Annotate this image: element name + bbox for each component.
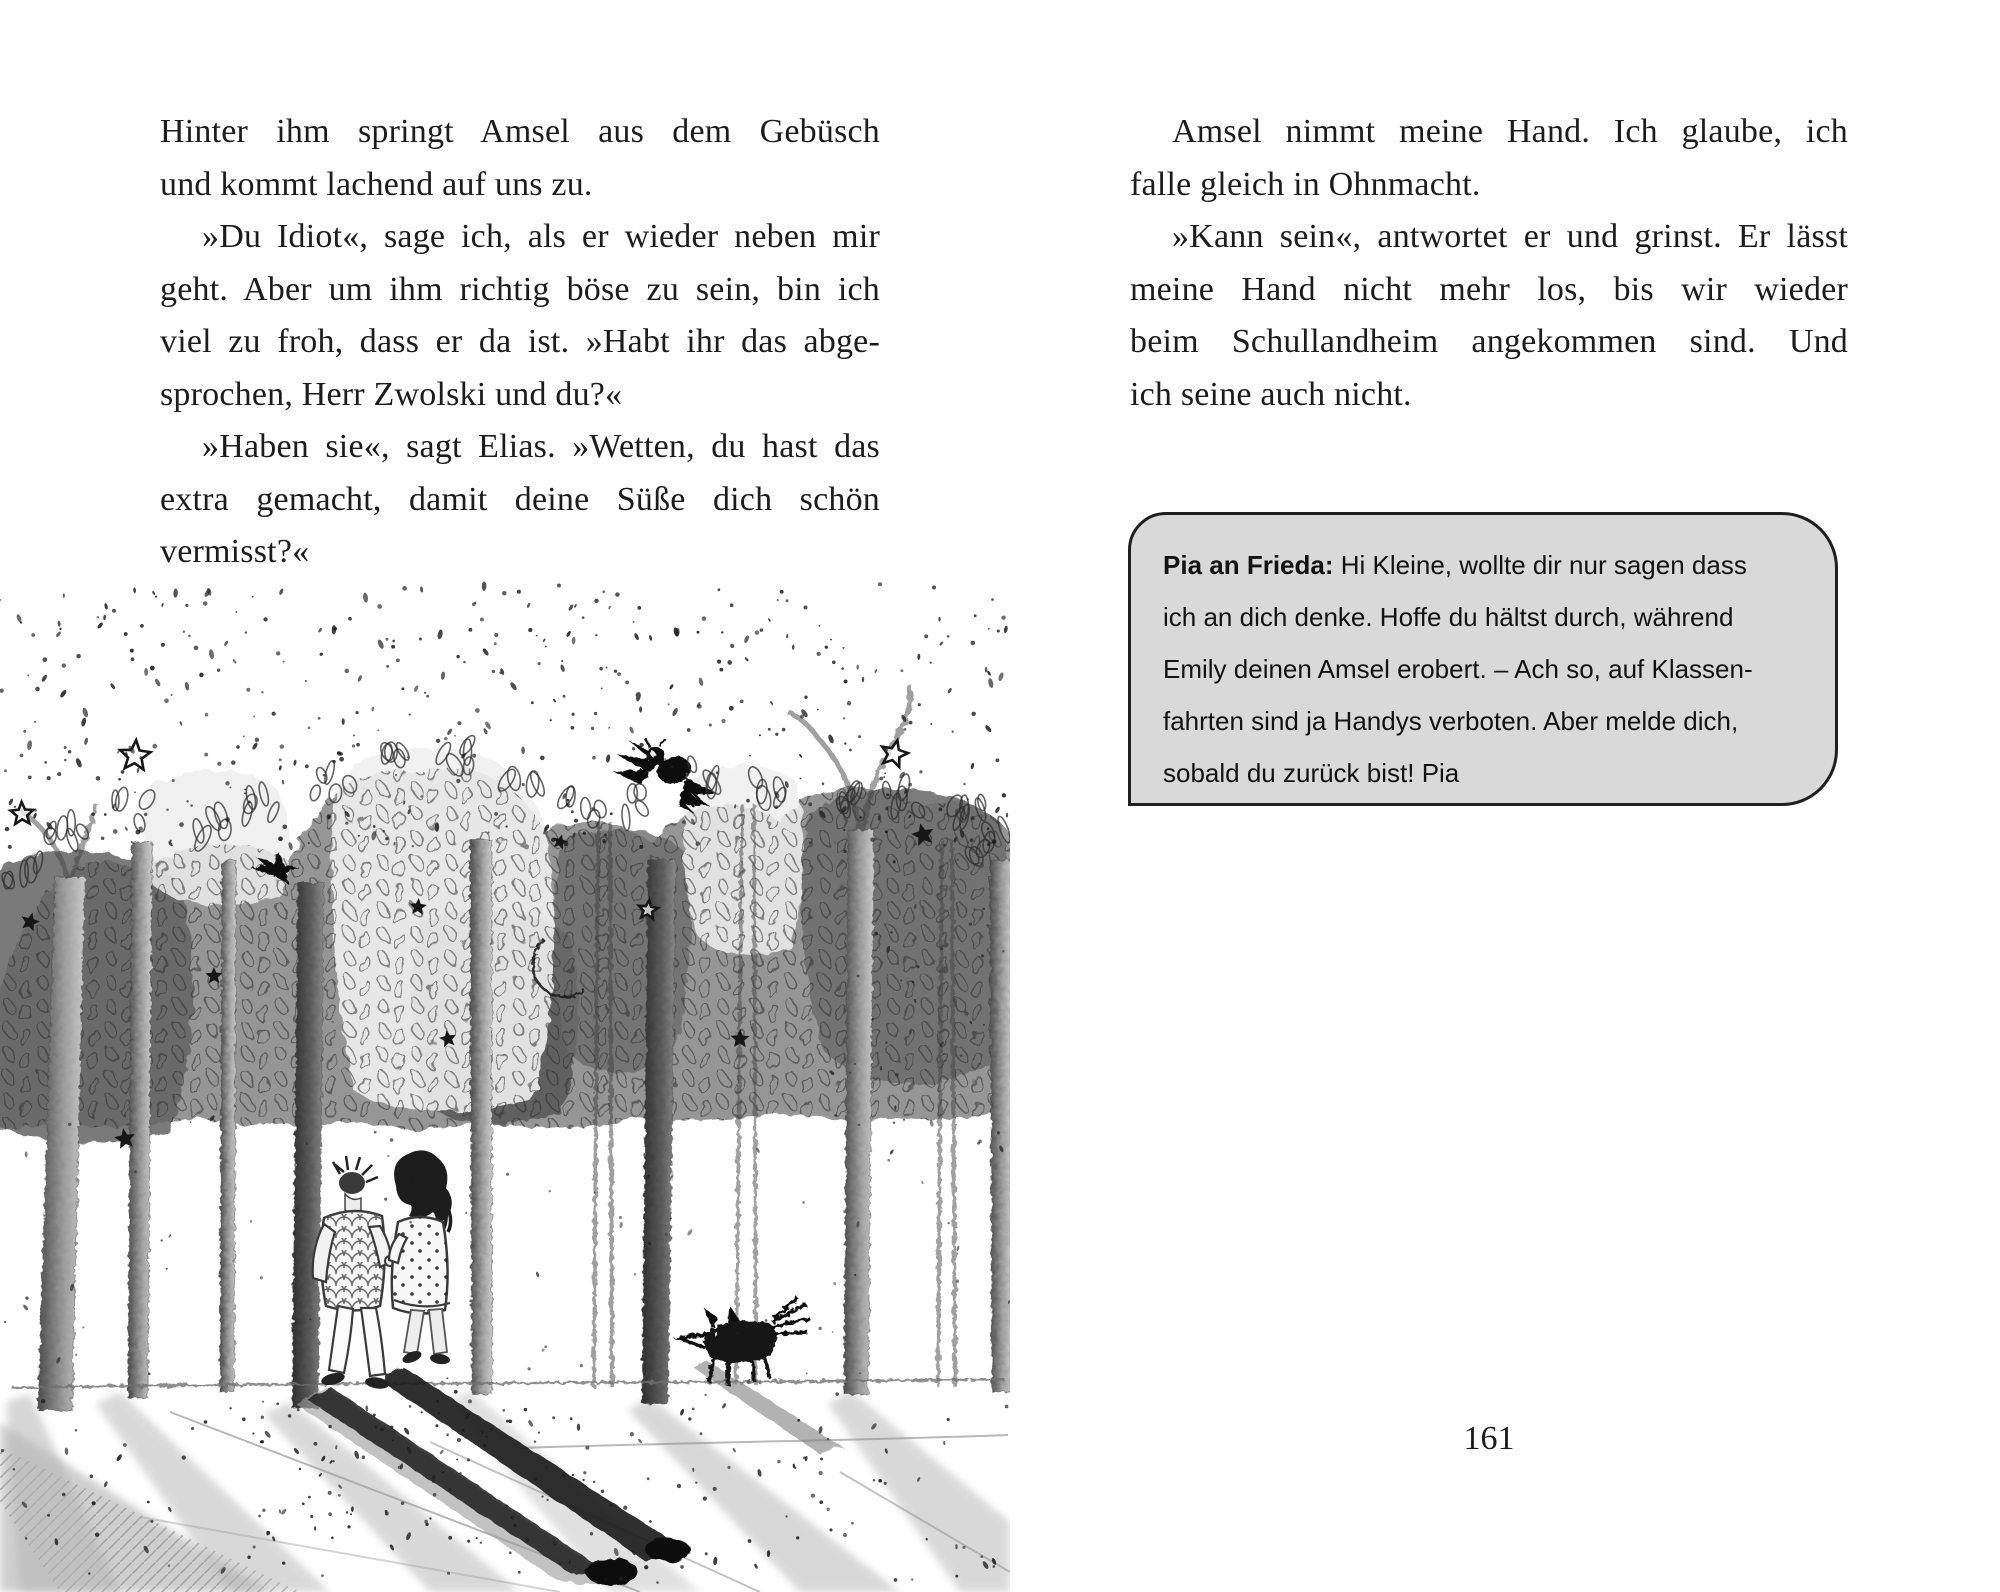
forest-illustration: [0, 542, 1010, 1592]
tree-trunk: [470, 840, 492, 1394]
text-line: ich seine auch nicht.: [1130, 375, 1412, 413]
tree-trunk: [844, 830, 874, 1394]
left-page-text: [160, 106, 880, 579]
text-line: meine Hand nicht mehr los, bis wir wieder: [1130, 270, 1848, 308]
tree-trunk: [990, 860, 1010, 1392]
text-line: »Haben sie«, sagt Elias. »Wetten, du hast das: [202, 428, 880, 465]
star-icon: [119, 739, 151, 770]
text-line: »Kann sein«, antwortet er und grinst. Er lässt: [1172, 218, 1848, 255]
right-page-text: [1130, 106, 1848, 421]
leaf-outline: [580, 797, 592, 819]
text-line: geht. Aber um ihm richtig böse zu sein, bin ich: [160, 270, 880, 308]
children-shadows: [296, 1360, 844, 1586]
message-line: fahrten sind ja Handys verboten. Aber melde dich,: [1163, 706, 1739, 736]
tree-trunk: [292, 882, 324, 1408]
leaf-outline: [633, 783, 647, 801]
text-line: und kommt lachend auf uns zu.: [160, 165, 593, 203]
text-line: Amsel nimmt meine Hand. Ich glaube, ich: [1172, 113, 1848, 150]
tree-trunk: [128, 842, 152, 1398]
leaf-outline: [528, 770, 547, 798]
tree-trunk: [220, 860, 236, 1392]
sms-message-box: [1128, 512, 1838, 806]
message-line: ich an dich denke. Hoffe du hältst durch, während: [1163, 602, 1734, 632]
flying-owl-icon: [614, 738, 714, 814]
dog-icon: [679, 1298, 810, 1386]
text-line: Hinter ihm springt Amsel aus dem Gebüsch: [160, 113, 880, 150]
message-line: Pia an Frieda: Hi Kleine, wollte dir nur sagen dass: [1163, 550, 1747, 580]
leaf-outline: [633, 798, 651, 818]
children-figures: [313, 1150, 452, 1390]
girl-figure: [389, 1150, 452, 1365]
ground-line: [520, 1435, 1008, 1448]
text-line: sprochen, Herr Zwolski und du?«: [160, 375, 623, 413]
leaf-outline: [64, 827, 80, 852]
message-sender: Pia an Frieda:: [1163, 550, 1334, 580]
page-number: 161: [1463, 1420, 1515, 1457]
message-line: sobald du zurück bist! Pia: [1163, 758, 1460, 788]
text-line: vermisst?«: [160, 533, 310, 570]
text-line: beim Schullandheim angekommen sind. Und: [1130, 323, 1848, 360]
text-line: »Du Idiot«, sage ich, als er wieder neben mir: [202, 218, 880, 255]
text-line: viel zu froh, dass er da ist. »Habt ihr das abge-: [160, 323, 880, 360]
text-line: extra gemacht, damit deine Süße dich schön: [160, 480, 880, 518]
message-line: Emily deinen Amsel erobert. – Ach so, auf Klassen-: [1163, 654, 1753, 684]
tree-trunk: [642, 860, 676, 1404]
text-line: falle gleich in Ohnmacht.: [1130, 165, 1481, 203]
boy-figure: [313, 1156, 391, 1390]
ground-shadows: [0, 1390, 1010, 1592]
leaf-outline: [621, 804, 631, 831]
leaf-outline: [309, 784, 323, 802]
